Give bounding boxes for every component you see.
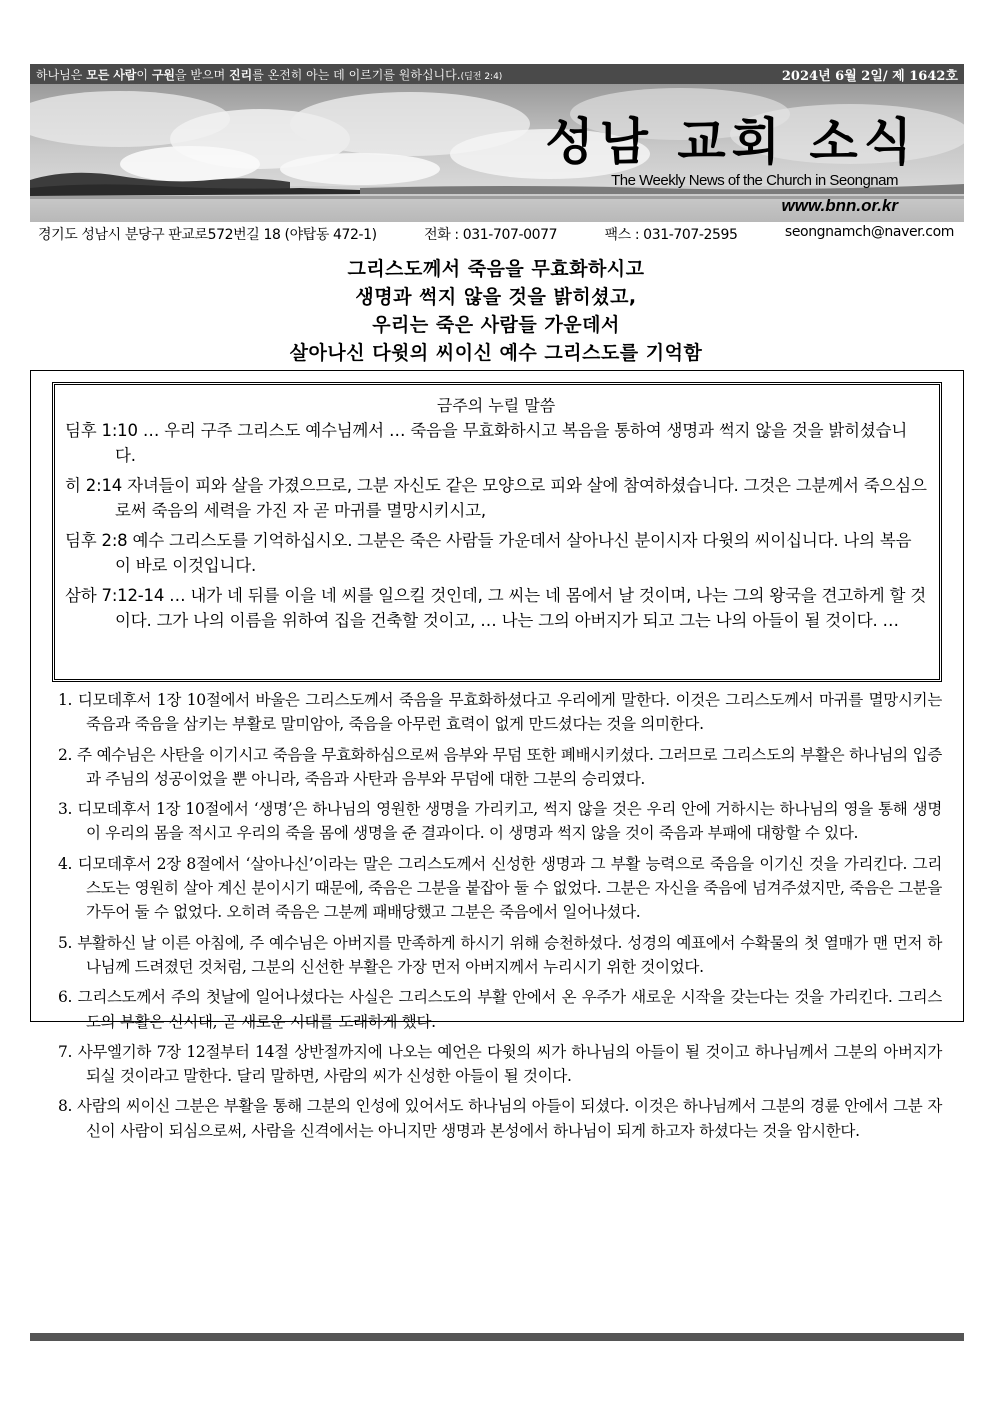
list-item: 5. 부활하신 날 이른 아침에, 주 예수님은 아버지를 만족하게 하시기 위해 승천하셨다. 성경의 예표에서 수확물의 첫 열매가 맨 먼저 하나님께 드려졌던 것처럼, 그분의 신선한 부활은 가장 먼저 아버지께서 누리시기 위한 것이었다. xyxy=(58,933,942,976)
headline-line: 우리는 죽은 사람들 가운데서 xyxy=(372,314,620,336)
list-item: 8. 사람의 씨이신 그분은 부활을 통해 그분의 인성에 있어서도 하나님의 아들이 되셨다. 이것은 하나님께서 그분의 경륜 안에서 그분 자신이 사람이 되심으로써, 사람을 신격에서는 아니지만 생명과 본성에서 하나님이 되게 하고자 하셨다는 것을 암시한다. xyxy=(58,1097,942,1140)
motto-text: 모든 xyxy=(86,67,110,82)
motto-text: 구원 xyxy=(151,67,175,82)
masthead-banner xyxy=(30,84,964,222)
motto-text: 를 온전히 아는 데 이르기를 원하십니다. xyxy=(252,67,461,82)
headline xyxy=(0,255,992,367)
newsletter-subtitle: The Weekly News of the Church in Seongnam xyxy=(611,172,898,189)
list-item: 6. 그리스도께서 주의 첫날에 일어나셨다는 사실은 그리스도의 부활 안에서 온 우주가 새로운 시작을 갖는다는 것을 가리킨다. 그리스도의 부활은 신시대, 곧 새로운 시대를 도래하게 했다. xyxy=(58,988,942,1031)
list-item: 3. 디모데후서 1장 10절에서 ‘생명’은 하나님의 영원한 생명을 가리키고, 썩지 않을 것은 우리 안에 거하시는 하나님의 영을 통해 생명이 우리의 몸을 적시고 우리의 죽을 몸에 생명을 준 결과이다. 이 생명과 썩지 않을 것이 죽음과 부패에 대항할 수 있다. xyxy=(58,800,942,843)
phone: 전화 : 031-707-0077 xyxy=(424,227,558,243)
top-bar xyxy=(30,64,964,84)
fax: 팩스 : 031-707-2595 xyxy=(604,227,738,243)
headline-line: 생명과 썩지 않을 것을 밝히셨고, xyxy=(355,286,637,308)
motto-text: 진리 xyxy=(229,67,253,82)
address: 경기도 성남시 분당구 판교로572번길 18 (야탑동 472-1) xyxy=(38,227,377,243)
message-points xyxy=(58,688,942,1149)
list-item: 1. 디모데후서 1장 10절에서 바울은 그리스도께서 죽음을 무효화하셨다고 우리에게 말한다. 이것은 그리스도께서 마귀를 멸망시키는 죽음과 죽음을 삼키는 부활로 말미암아, 죽음을 아무런 효력이 없게 만드셨다는 것을 의미한다. xyxy=(58,691,942,734)
motto-verse xyxy=(36,66,502,83)
verse-box-title: 금주의 누릴 말씀 xyxy=(436,396,556,415)
motto-text: 을 받으며 xyxy=(175,67,229,82)
verse-box xyxy=(52,382,942,682)
issue-date: 2024년 6월 2일/ 제 1642호 xyxy=(781,68,958,84)
verse-item: 딤후 2:8 예수 그리스도를 기억하십시오. 그분은 죽은 사람들 가운데서 살아나신 분이시자 다윗의 씨이십니다. 나의 복음이 바로 이것입니다. xyxy=(65,531,912,575)
website-url[interactable]: www.bnn.or.kr xyxy=(781,196,898,215)
motto-reference: (딤전 2:4) xyxy=(460,71,503,82)
motto-text: 이 xyxy=(136,67,152,82)
contact-bar xyxy=(38,224,954,244)
motto-text: 하나님은 xyxy=(36,67,87,82)
footer-divider xyxy=(30,1333,964,1341)
newsletter-title: 성남 교회 소식 xyxy=(545,113,918,171)
verse-item: 딤후 1:10 … 우리 구주 그리스도 예수님께서 … 죽음을 무효화하시고 복음을 통하여 생명과 썩지 않을 것을 밝히셨습니다. xyxy=(65,421,908,465)
list-item: 4. 디모데후서 2장 8절에서 ‘살아나신’이라는 말은 그리스도께서 신성한 생명과 그 부활 능력으로 죽음을 이기신 것을 가리킨다. 그리스도는 영원히 살아 계신 분이시기 때문에, 죽음은 그분을 붙잡아 둘 수 없었다. 그분은 자신을 죽음에 넘겨주셨지만, 죽음은 그분을 가두어 둘 수 없었다. 오히려 죽음은 그분께 패배당했고 그분은 죽음에서 일어나셨다. xyxy=(58,854,942,922)
email[interactable]: seongnamch@naver.com xyxy=(784,224,954,240)
verse-item: 히 2:14 자녀들이 피와 살을 가졌으므로, 그분 자신도 같은 모양으로 피와 살에 참여하셨습니다. 그것은 그분께서 죽으심으로써 죽음의 세력을 가진 자 곧 마귀를 멸망시키시고, xyxy=(65,476,927,520)
headline-line: 그리스도께서 죽음을 무효화하시고 xyxy=(347,258,645,280)
verse-item: 삼하 7:12-14 … 내가 네 뒤를 이을 네 씨를 일으킬 것인데, 그 씨는 네 몸에서 날 것이며, 나는 그의 왕국을 견고하게 할 것이다. 그가 나의 이름을 위하여 집을 건축할 것이고, … 나는 그의 아버지가 되고 그는 나의 아들이 될 것이다. … xyxy=(65,586,927,630)
motto-text: 사람 xyxy=(113,67,137,82)
headline-line: 살아나신 다윗의 씨이신 예수 그리스도를 기억함 xyxy=(289,342,703,364)
list-item: 2. 주 예수님은 사탄을 이기시고 죽음을 무효화하심으로써 음부와 무덤 또한 폐배시키셨다. 그러므로 그리스도의 부활은 하나님의 입증과 주님의 성공이었을 뿐 아니라, 죽음과 사탄과 음부와 무덤에 대한 그분의 승리였다. xyxy=(58,745,942,788)
list-item: 7. 사무엘기하 7장 12절부터 14절 상반절까지에 나오는 예언은 다윗의 씨가 하나님의 아들이 될 것이고 하나님께서 그분의 아버지가 되실 것이라고 말한다. 달리 말하면, 사람의 씨가 신성한 아들이 될 것이다. xyxy=(58,1042,942,1086)
